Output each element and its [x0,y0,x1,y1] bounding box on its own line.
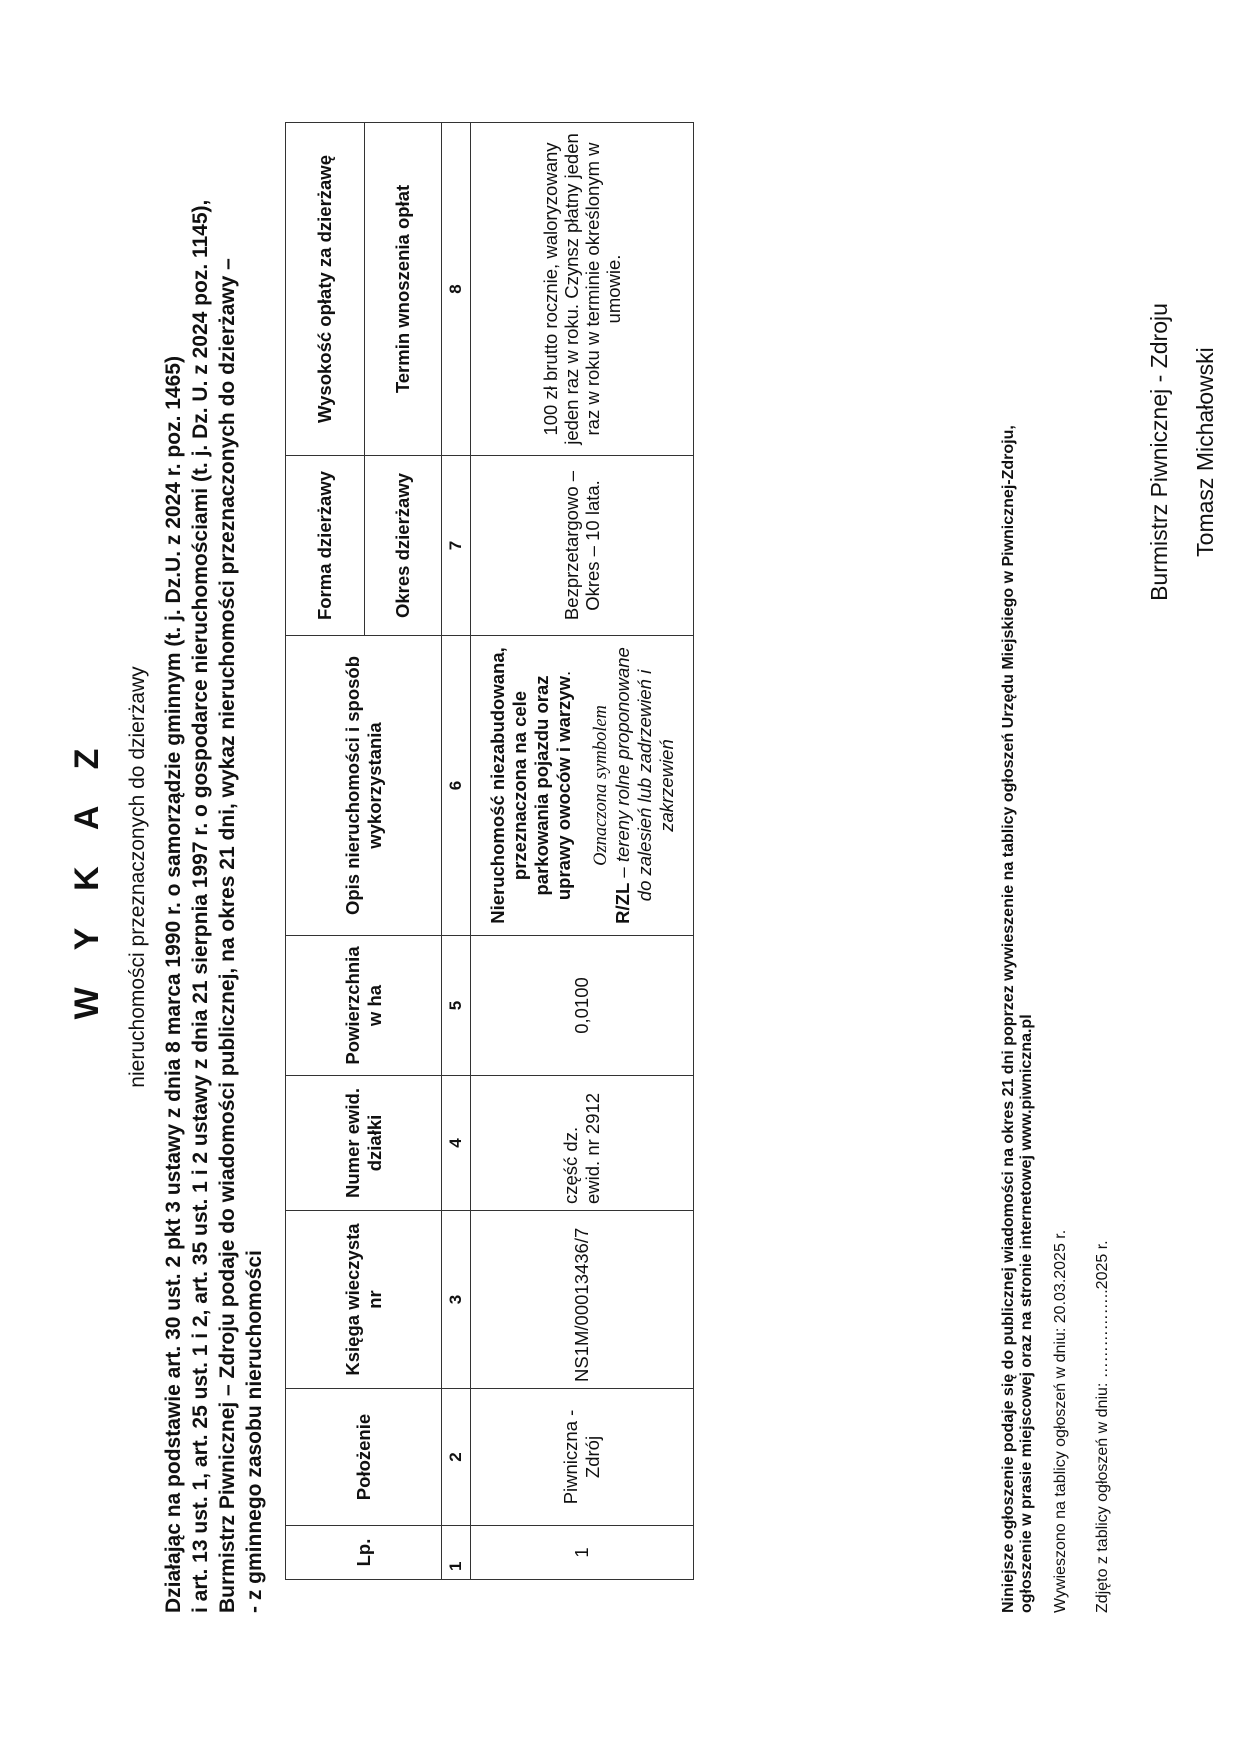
posted-date: Wywieszono na tablicy ogłoszeń w dniu: 20.03.2025 r. [1052,1229,1069,1613]
lease-table [285,122,694,1580]
intro-line: i art. 13 ust. 1, art. 25 ust. 1 i 2, art. 35 ust. 1 i 2 ustawy z dnia 21 sierpnia 1997 r. o gospodarce nieruchomościami (t. j. Dz. U. z 2024 poz. 1145), [189,199,212,1613]
cell-numer: część dz. ewid. nr 2912 [471,1076,694,1211]
document-title: W Y K A Z [68,734,106,1020]
document-subtitle: nieruchomości przeznaczonych do dzierżawy [126,666,149,1088]
header-numer: Numer ewid. działki [286,1076,442,1211]
column-number: 5 [442,936,471,1076]
table-row [471,123,694,1580]
symbol-code: R/ZL [611,882,633,924]
description-symbol [589,642,678,929]
description-period: . [552,670,574,677]
column-number: 2 [442,1389,471,1526]
header-okres: Okres dzierżawy [365,456,442,636]
symbol-meaning: – tereny rolne proponowane do zalesień lub zadrzewień i zakrzewień [611,647,677,902]
header-lp: Lp. [286,1526,442,1580]
column-number: 7 [442,456,471,636]
note-line: ogłoszenie w prasie miejscowej oraz na stronie internetowej www.piwniczna.pl [1018,1014,1035,1613]
header-ksiega: Księga wieczysta nr [286,1211,442,1389]
header-polozenie: Położenie [286,1389,442,1526]
cell-polozenie: Piwniczna - Zdrój [471,1389,694,1526]
cell-powierzchnia: 0,0100 [471,936,694,1076]
column-number: 8 [442,123,471,456]
header-opis: Opis nieruchomości i sposób wykorzystania [286,636,442,936]
cell-opis [471,636,694,936]
signature-name: Tomasz Michałowski [1192,347,1218,557]
header-forma: Forma dzierżawy [286,456,365,636]
cell-oplata: 100 zł brutto rocznie, waloryzowany jeden raz w roku. Czynsz płatny jeden raz w roku w terminie określonym w umowie. [471,123,694,456]
column-number: 1 [442,1526,471,1580]
header-powierzchnia: Powierzchnia w ha [286,936,442,1076]
column-numbers-row [442,123,471,1580]
header-termin: Termin wnoszenia opłat [365,123,442,456]
intro-line: Burmistrz Piwnicznej – Zdroju podaje do wiadomości publicznej, na okres 21 dni, wykaz nieruchomości przeznaczonych do dzierżawy – [216,258,239,1613]
column-number: 4 [442,1076,471,1211]
column-number: 6 [442,636,471,936]
table-header-row [286,123,365,1580]
column-number: 3 [442,1211,471,1389]
publication-note [1000,313,1036,1613]
intro-paragraph [160,123,268,1613]
header-wysokosc: Wysokość opłaty za dzierżawę [286,123,365,456]
description-main [487,642,575,929]
intro-line: Działając na podstawie art. 30 ust. 2 pkt 3 ustawy z dnia 8 marca 1990 r. o samorządzie gminnym (t. j. Dz.U. z 2024 r. poz. 1465) [162,356,185,1613]
cell-ksiega: NS1M/00013436/7 [471,1211,694,1389]
cell-okres: Bezprzetargowo – Okres – 10 lata. [471,456,694,636]
removed-date: Zdjęto z tablicy ogłoszeń w dniu: ……………..2025 r. [1094,1240,1111,1613]
note-line: Niniejsze ogłoszenie podaje się do publicznej wiadomości na okres 21 dni poprzez wywieszenie na tablicy ogłoszeń Urzędu Miejskiego w Piwnicznej-Zdroju, [1000,425,1017,1613]
signature-title: Burmistrz Piwnicznej - Zdroju [1146,303,1172,601]
description-text: Nieruchomość niezabudowana, przeznaczona na cele parkowania pojazdu oraz uprawy owoców i warzyw [486,647,574,924]
cell-lp: 1 [471,1526,694,1580]
symbol-intro: Oznaczona symbolem [590,705,611,866]
intro-line: - z gminnego zasobu nieruchomości [243,1250,266,1613]
